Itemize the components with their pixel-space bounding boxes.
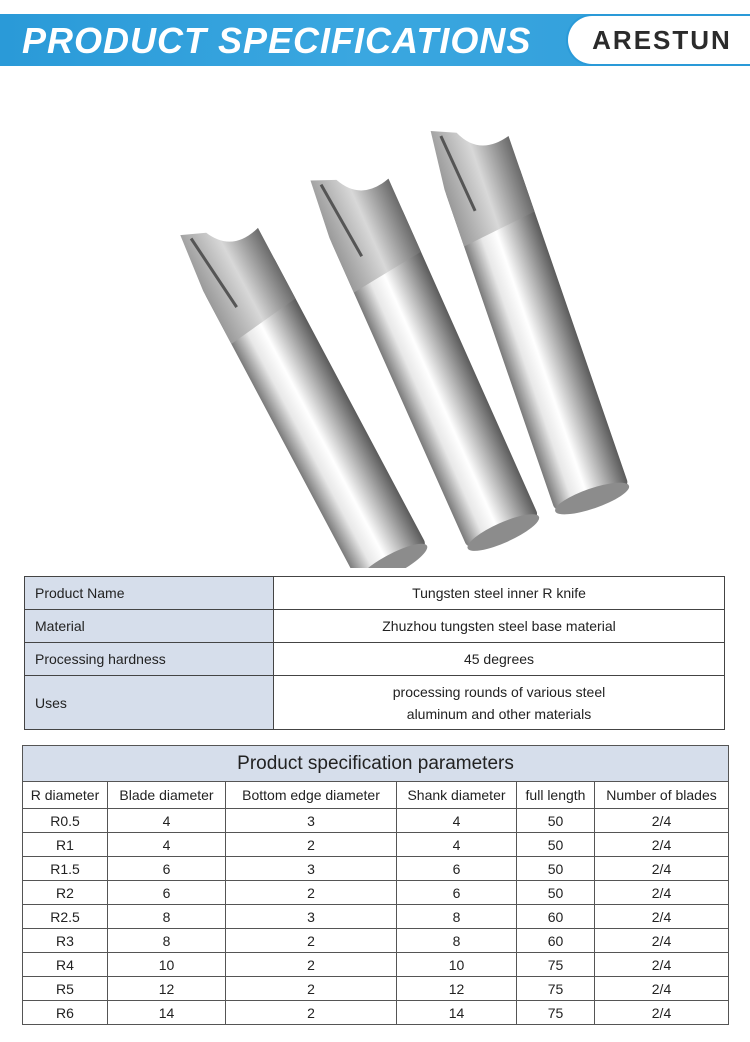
table-row [23, 905, 729, 929]
table-row [23, 977, 729, 1001]
table-cell: R0.5 [23, 809, 108, 833]
brand-logo: ARESTUN [592, 25, 732, 55]
product-info-table [24, 576, 725, 730]
column-header: full length [517, 782, 595, 809]
info-row-uses [25, 676, 725, 730]
table-cell: R5 [23, 977, 108, 1001]
table-row [23, 833, 729, 857]
spec-table [22, 745, 729, 1025]
brand-tab [566, 14, 750, 66]
table-cell: 14 [397, 1001, 517, 1025]
table-cell: 2/4 [595, 881, 729, 905]
table-cell: 2 [226, 881, 397, 905]
info-label: Uses [25, 676, 274, 730]
table-cell: 75 [517, 977, 595, 1001]
table-row [23, 929, 729, 953]
table-cell: 8 [397, 905, 517, 929]
column-header: Bottom edge diameter [226, 782, 397, 809]
spec-table-title: Product specification parameters [23, 746, 729, 782]
uses-line-1: processing rounds of various steel [392, 683, 606, 700]
table-cell: 6 [108, 857, 226, 881]
table-cell: 8 [108, 905, 226, 929]
table-row [23, 881, 729, 905]
table-cell: 6 [397, 857, 517, 881]
table-cell: 2 [226, 833, 397, 857]
table-cell: 10 [397, 953, 517, 977]
table-cell: 50 [517, 881, 595, 905]
column-header: Number of blades [595, 782, 729, 809]
table-cell: 2 [226, 1001, 397, 1025]
table-cell: R6 [23, 1001, 108, 1025]
info-row-material [25, 610, 725, 643]
info-label: Processing hardness [25, 643, 274, 676]
info-value: Tungsten steel inner R knife [274, 577, 725, 610]
info-value [274, 676, 725, 730]
column-header: Shank diameter [397, 782, 517, 809]
spec-table-body [23, 809, 729, 1025]
table-cell: 4 [397, 809, 517, 833]
table-cell: 2/4 [595, 905, 729, 929]
table-cell: 3 [226, 809, 397, 833]
table-cell: 2/4 [595, 1001, 729, 1025]
table-cell: 3 [226, 857, 397, 881]
table-cell: R1 [23, 833, 108, 857]
table-cell: 2/4 [595, 953, 729, 977]
table-cell: 3 [226, 905, 397, 929]
table-cell: R3 [23, 929, 108, 953]
table-cell: 2/4 [595, 809, 729, 833]
table-cell: 2 [226, 953, 397, 977]
table-cell: R2.5 [23, 905, 108, 929]
table-cell: 8 [108, 929, 226, 953]
table-row [23, 857, 729, 881]
info-row-product-name [25, 577, 725, 610]
table-cell: R4 [23, 953, 108, 977]
table-cell: 50 [517, 833, 595, 857]
table-cell: 4 [108, 833, 226, 857]
table-cell: 2/4 [595, 977, 729, 1001]
table-row [23, 953, 729, 977]
product-photo [80, 88, 660, 568]
table-cell: 60 [517, 929, 595, 953]
info-value: 45 degrees [274, 643, 725, 676]
table-cell: 4 [108, 809, 226, 833]
column-header: Blade diameter [108, 782, 226, 809]
column-header: R diameter [23, 782, 108, 809]
table-cell: 50 [517, 857, 595, 881]
info-label: Material [25, 610, 274, 643]
table-cell: 75 [517, 1001, 595, 1025]
page-title: PRODUCT SPECIFICATIONS [22, 20, 532, 61]
table-cell: 2/4 [595, 833, 729, 857]
table-cell: 75 [517, 953, 595, 977]
table-cell: 12 [108, 977, 226, 1001]
table-cell: R2 [23, 881, 108, 905]
table-cell: 10 [108, 953, 226, 977]
header-banner [0, 14, 750, 66]
table-cell: 14 [108, 1001, 226, 1025]
info-label: Product Name [25, 577, 274, 610]
table-cell: 2/4 [595, 857, 729, 881]
table-cell: 2 [226, 929, 397, 953]
info-value: Zhuzhou tungsten steel base material [274, 610, 725, 643]
uses-line-2: aluminum and other materials [406, 705, 592, 722]
table-cell: 6 [108, 881, 226, 905]
table-cell: 6 [397, 881, 517, 905]
spec-header-row [23, 782, 729, 809]
table-cell: 60 [517, 905, 595, 929]
table-cell: 2/4 [595, 929, 729, 953]
table-cell: 12 [397, 977, 517, 1001]
table-cell: R1.5 [23, 857, 108, 881]
info-row-hardness [25, 643, 725, 676]
table-cell: 4 [397, 833, 517, 857]
table-cell: 2 [226, 977, 397, 1001]
table-cell: 50 [517, 809, 595, 833]
table-row [23, 1001, 729, 1025]
table-row [23, 809, 729, 833]
table-cell: 8 [397, 929, 517, 953]
